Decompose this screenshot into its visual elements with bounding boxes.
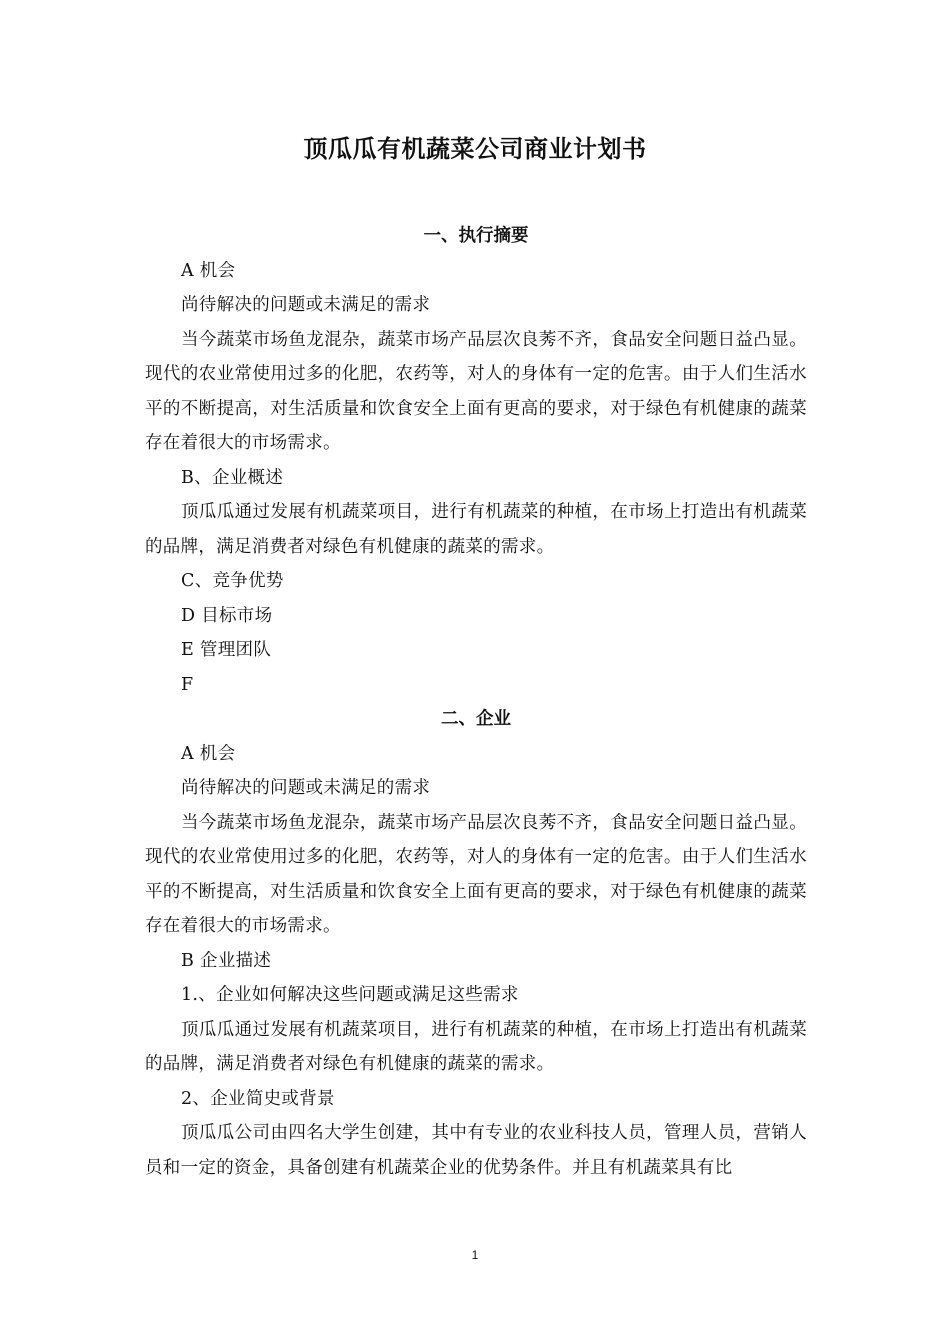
paragraph: F [181,674,194,695]
paragraph: 2、企业简史或背景 [181,1088,335,1109]
paragraph: E 管理团队 [181,640,272,660]
paragraph: 尚待解决的问题或未满足的需求 [181,778,431,798]
paragraph: 当今蔬菜市场鱼龙混杂，蔬菜市场产品层次良莠不齐，食品安全问题日益凸显。现代的农业常使用过多的化肥，农药等，对人的身体有一定的危害。由于人们生活水平的不断提高，对生活质量和饮食安全上面有更高的要求，对于绿色有机健康的蔬菜存在着很大的市场需求。 [145,812,807,936]
paragraph: 顶瓜瓜通过发展有机蔬菜项目，进行有机蔬菜的种植，在市场上打造出有机蔬菜的品牌，满足消费者对绿色有机健康的蔬菜的需求。 [145,1019,807,1074]
paragraph: 顶瓜瓜通过发展有机蔬菜项目，进行有机蔬菜的种植，在市场上打造出有机蔬菜的品牌，满足消费者对绿色有机健康的蔬菜的需求。 [145,502,807,557]
paragraph: C、竞争优势 [181,571,284,591]
section-heading-enterprise: 二、企业 [441,709,511,729]
page-number: 1 [471,1248,479,1262]
paragraph: 尚待解决的问题或未满足的需求 [181,295,431,315]
document-title: 顶瓜瓜有机蔬菜公司商业计划书 [303,135,647,163]
paragraph: A 机会 [181,260,236,281]
paragraph: D 目标市场 [181,605,273,626]
document-body [145,219,807,1185]
paragraph: B、企业概述 [181,467,284,488]
paragraph: 顶瓜瓜公司由四名大学生创建，其中有专业的农业科技人员，管理人员，营销人员和一定的资金，具备创建有机蔬菜企业的优势条件。并且有机蔬菜具有比 [145,1123,807,1178]
section-heading-executive-summary: 一、执行摘要 [423,226,529,246]
paragraph: 当今蔬菜市场鱼龙混杂，蔬菜市场产品层次良莠不齐，食品安全问题日益凸显。现代的农业常使用过多的化肥，农药等，对人的身体有一定的危害。由于人们生活水平的不断提高，对生活质量和饮食安全上面有更高的要求，对于绿色有机健康的蔬菜存在着很大的市场需求。 [145,329,807,453]
paragraph: B 企业描述 [181,950,272,971]
paragraph: A 机会 [181,743,236,764]
paragraph: 1.、企业如何解决这些问题或满足这些需求 [181,985,519,1005]
